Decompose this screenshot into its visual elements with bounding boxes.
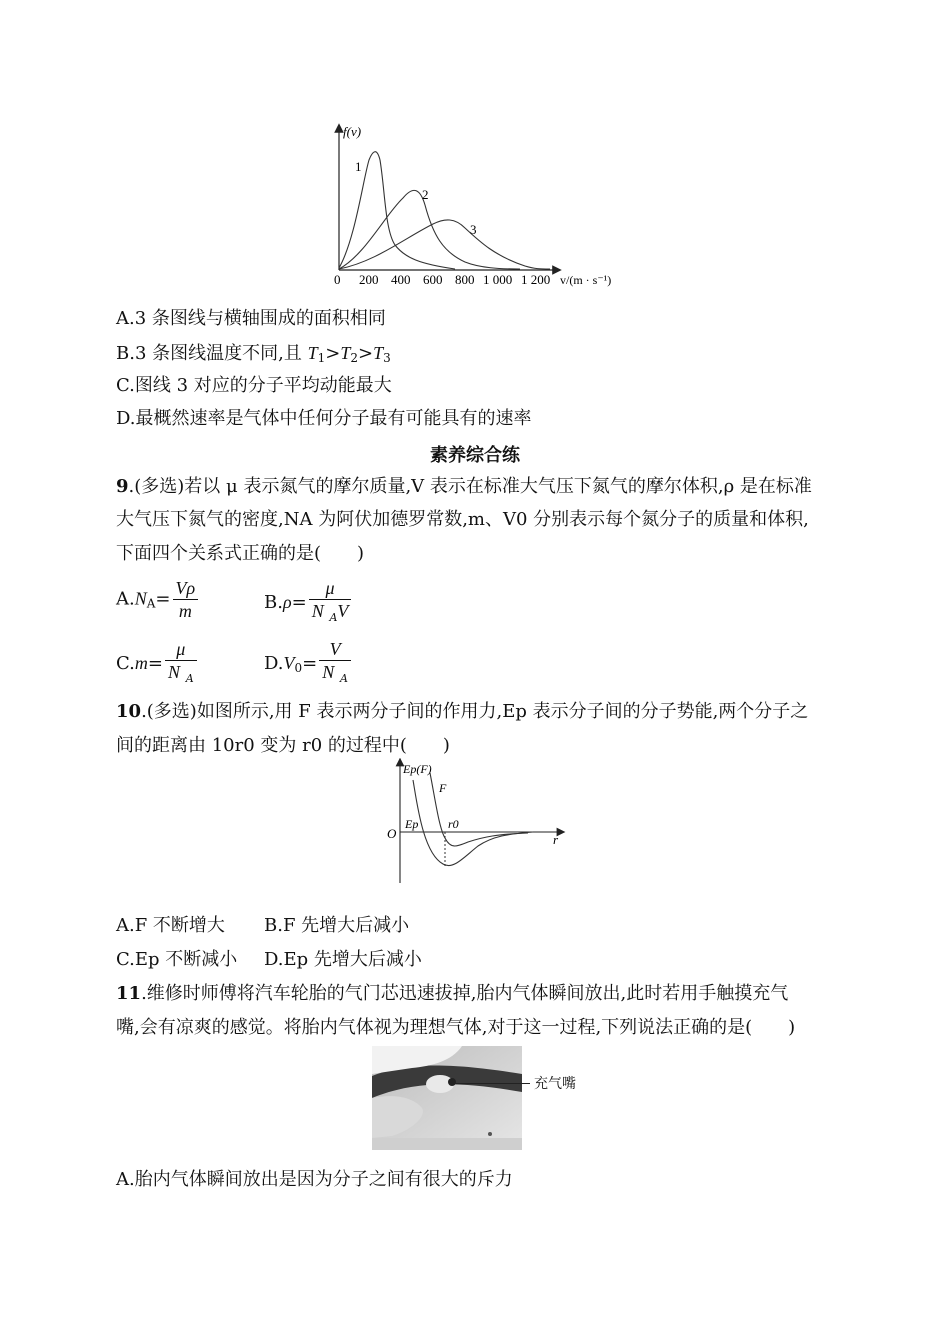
q8-option-d: D.最概然速率是气体中任何分子最有可能具有的速率 bbox=[116, 408, 532, 429]
curve-label-2: 2 bbox=[422, 187, 429, 202]
section-title: 素养综合练 bbox=[430, 445, 520, 466]
q9-number: 9 bbox=[116, 476, 129, 497]
q9-stem-line3: 下面四个关系式正确的是( ) bbox=[116, 543, 365, 564]
curve-label-3: 3 bbox=[470, 222, 477, 237]
q10-option-c: C.Ep 不断减小 bbox=[116, 949, 238, 970]
q10-stem-line2: 间的距离由 10r0 变为 r0 的过程中( ) bbox=[116, 735, 450, 756]
q8-option-c: C.图线 3 对应的分子平均动能最大 bbox=[116, 375, 392, 396]
q9-stem-line1: 9.(多选)若以 μ 表示氮气的摩尔质量,V 表示在标准大气压下氮气的摩尔体积,ρ 是在标准 bbox=[116, 476, 812, 497]
graph-ep-label: Ep bbox=[405, 817, 419, 831]
curve-3 bbox=[339, 220, 550, 269]
x-tick-400: 400 bbox=[391, 272, 411, 287]
q11-number: 11 bbox=[116, 983, 142, 1004]
q9-option-d: $D.V_0=$ $\frac{V}{N _A}$ bbox=[264, 638, 353, 690]
ep-curve bbox=[413, 780, 533, 866]
q11-stem-line2: 嘴,会有凉爽的感觉。将胎内气体视为理想气体,对于这一过程,下列说法正确的是( ) bbox=[116, 1017, 796, 1038]
graph-r-label: r bbox=[553, 832, 559, 847]
q10-option-b: B.F 先增大后减小 bbox=[264, 915, 410, 936]
q8-option-b: B.3 条图线温度不同,且 $T_1>T_2>T_3$ bbox=[116, 343, 391, 365]
graph-r0-label: r0 bbox=[448, 817, 459, 831]
x-tick-1000: 1 000 bbox=[483, 272, 513, 287]
y-axis-label: f(v) bbox=[343, 124, 362, 139]
graph-y-label: Ep(F) bbox=[403, 762, 432, 776]
molecular-force-graph bbox=[383, 758, 568, 888]
photo-label-valve: 充气嘴 bbox=[534, 1076, 576, 1092]
q10-option-d: D.Ep 先增大后减小 bbox=[264, 949, 422, 970]
curve-2 bbox=[339, 190, 520, 269]
x-tick-600: 600 bbox=[423, 272, 443, 287]
q10-number: 10 bbox=[116, 701, 142, 722]
speed-distribution-chart bbox=[325, 120, 635, 295]
q8-option-a: A.3 条图线与横轴围成的面积相同 bbox=[116, 308, 386, 329]
q9-option-a: $A.N_A=$ $\frac{V\rho}{m}$ bbox=[116, 577, 200, 622]
x-tick-800: 800 bbox=[455, 272, 475, 287]
tire-valve-photo bbox=[372, 1046, 522, 1150]
q11-stem-line1: 11.维修时师傅将汽车轮胎的气门芯迅速拔掉,胎内气体瞬间放出,此时若用手触摸充气 bbox=[116, 983, 789, 1004]
x-tick-0: 0 bbox=[334, 272, 341, 287]
q9-stem-line2: 大气压下氮气的密度,NA 为阿伏加德罗常数,m、V0 分别表示每个氮分子的质量和体积, bbox=[116, 509, 809, 530]
curve-label-1: 1 bbox=[355, 159, 362, 174]
graph-origin-label: O bbox=[387, 826, 397, 841]
q11-option-a: A.胎内气体瞬间放出是因为分子之间有很大的斥力 bbox=[116, 1169, 513, 1190]
q9-option-b: B.ρ= $\frac{\mu}{N _AV}$ bbox=[264, 577, 353, 629]
graph-f-label: F bbox=[439, 781, 447, 795]
q10-stem-line1: 10.(多选)如图所示,用 F 表示两分子间的作用力,Ep 表示分子间的分子势能,两个分子之 bbox=[116, 701, 809, 722]
q9-option-c: C.m= $\frac{\mu}{N _A}$ bbox=[116, 638, 199, 690]
photo-pointer-line bbox=[450, 1083, 530, 1084]
x-tick-1200: 1 200 bbox=[521, 272, 551, 287]
q10-option-a: A.F 不断增大 bbox=[116, 915, 225, 936]
x-axis-label: v/(m · s⁻¹) bbox=[560, 273, 612, 287]
x-tick-200: 200 bbox=[359, 272, 379, 287]
